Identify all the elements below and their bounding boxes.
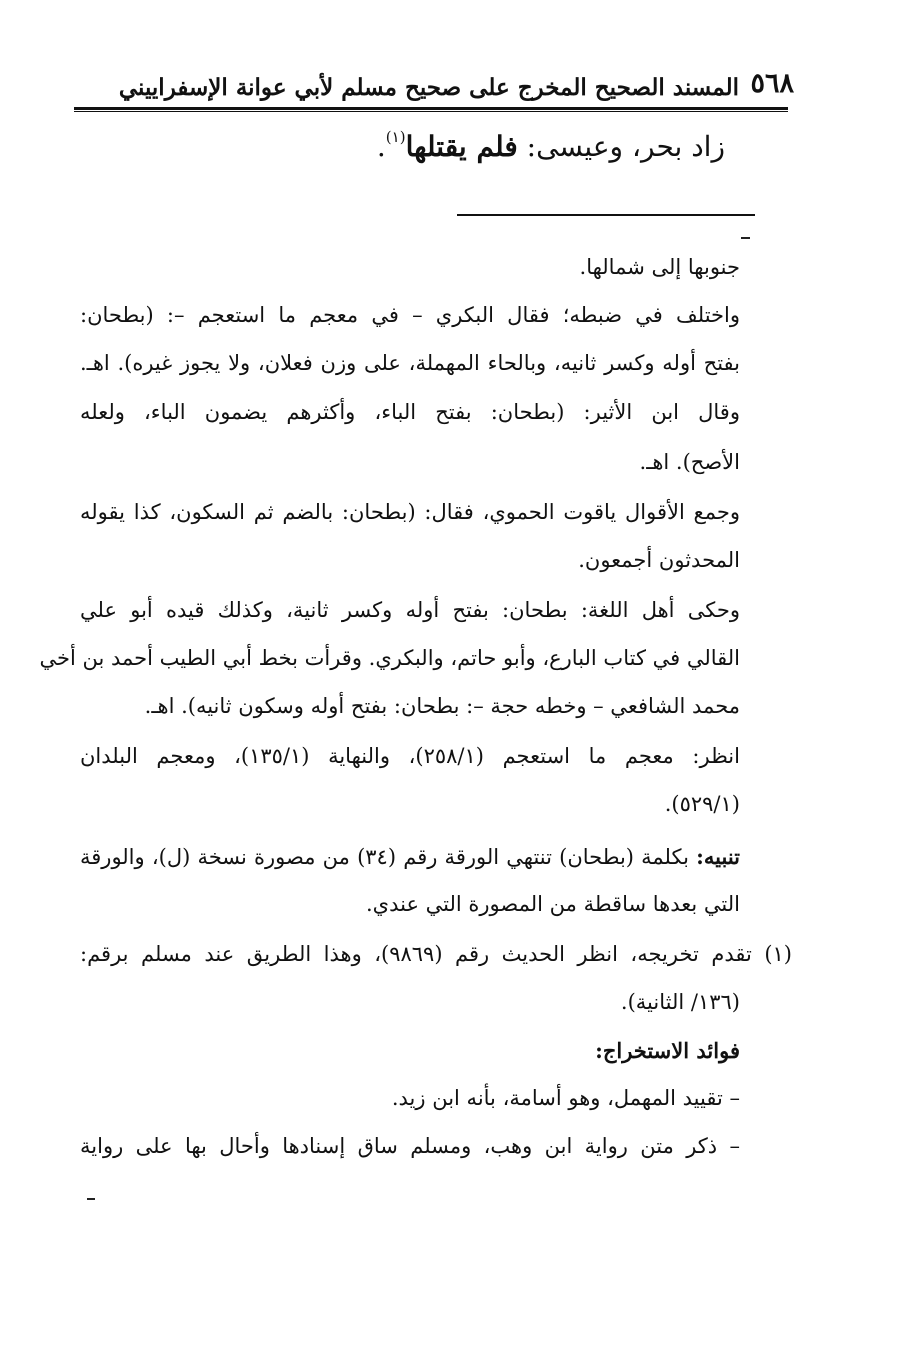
footnote-separator xyxy=(457,214,755,216)
note-line-11: انظر: معجم ما استعجم (٢٥٨/١)، والنهاية (١٣٥/١)، ومعجم البلدان xyxy=(80,744,740,768)
continuation-mark-top xyxy=(741,237,750,239)
note-line-10: محمد الشافعي – وخطه حجة –: بطحان: بفتح أوله وسكون ثانيه). اهـ. xyxy=(144,694,740,718)
note-line-5: الأصح). اهـ. xyxy=(639,450,740,474)
header-rule-thick xyxy=(74,107,788,110)
note-line-6: وجمع الأقوال ياقوت الحموي، فقال: (بطحان: بالضم ثم السكون، كذا يقوله xyxy=(80,500,740,524)
note-line-14: التي بعدها ساقطة من المصورة التي عندي. xyxy=(365,892,740,916)
page-number: ٥٦٨ xyxy=(750,68,794,99)
note-line-2: واختلف في ضبطه؛ فقال البكري – في معجم ما استعجم –: (بطحان: xyxy=(80,303,740,327)
header-rule-thin xyxy=(74,111,788,112)
continuation-mark-bottom xyxy=(87,1198,95,1200)
note-line-7: المحدثون أجمعون. xyxy=(578,548,740,572)
footnote-1-line-1: (١) تقدم تخريجه، انظر الحديث رقم (٩٨٦٩)، وهذا الطريق عند مسلم برقم: xyxy=(80,942,792,966)
running-header-title: المسند الصحيح المخرج على صحيح مسلم لأبي عوانة الإسفراييني xyxy=(118,74,739,101)
footnote-ref: (١) xyxy=(385,128,406,146)
note-line-8: وحكى أهل اللغة: بطحان: بفتح أوله وكسر ثانية، وكذلك قيده أبو علي xyxy=(80,598,740,622)
notice-label: تنبيه: xyxy=(696,844,741,869)
note-line-1: جنوبها إلى شمالها. xyxy=(579,255,740,279)
note-line-9: القالي في كتاب البارع، وأبو حاتم، والبكري. وقرأت بخط أبي الطيب أحمد بن أخي xyxy=(39,646,740,670)
main-text xyxy=(377,128,725,163)
note-line-13 xyxy=(80,846,740,868)
fawaid-item-2: – ذكر متن رواية ابن وهب، ومسلم ساق إسنادها وأحال بها على رواية xyxy=(80,1134,740,1158)
main-text-bold: فلم يقتلها xyxy=(405,130,518,163)
main-text-prefix: زاد بحر، وعيسى: xyxy=(517,130,725,163)
note-line-12: (٥٢٩/١). xyxy=(664,792,740,816)
note-line-4: وقال ابن الأثير: (بطحان: بفتح الباء، وأكثرهم يضمون الباء، ولعله xyxy=(80,400,740,424)
fawaid-item-1: – تقييد المهمل، وهو أسامة، بأنه ابن زيد. xyxy=(391,1086,740,1110)
note-line-3: بفتح أوله وكسر ثانيه، وبالحاء المهملة، على وزن فعلان، ولا يجوز غيره). اهـ. xyxy=(80,351,740,375)
fawaid-heading: فوائد الاستخراج: xyxy=(595,1038,740,1063)
notice-text: بكلمة (بطحان) تنتهي الورقة رقم (٣٤) من مصورة نسخة (ل)، والورقة xyxy=(80,845,697,869)
main-text-suffix: . xyxy=(376,130,386,163)
footnote-1-line-2: (١٣٦/ الثانية). xyxy=(620,990,740,1014)
